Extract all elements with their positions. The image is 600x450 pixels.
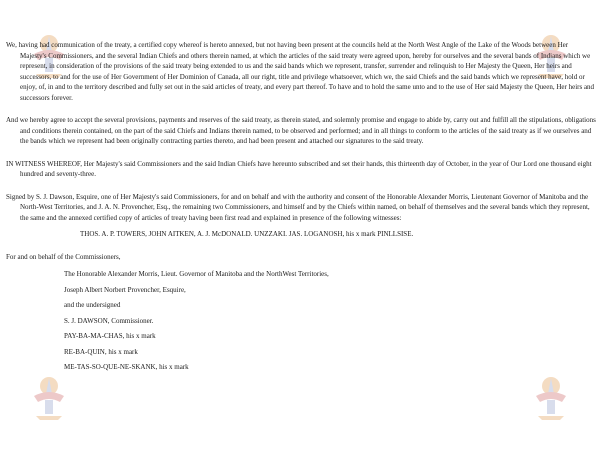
watermark-emblem-icon [26, 372, 72, 422]
agreement-paragraph: And we hereby agree to accept the several provisions, payments and reserves of the said treaty, as therein stated, and solemnly promise and engage to abide by, carry out and fulfill all the stipulations, obligations and conditions therein contained, on the part of the said Chiefs and Indians therein named, to be observed and performed; and in all things to conform to the articles of the said treaty as if we ourselves and the bands which we represent had been originally contracting parties thereto, and had been present and attached our signatures to the said treaty. [6, 116, 596, 145]
witness-whereof-paragraph: IN WITNESS WHEREOF, Her Majesty's said Commissioners and the said Indian Chiefs have hereunto subscribed and set their hands, this thirteenth day of October, in the year of Our Lord one thousand eight hundred and seventy-three. [6, 159, 592, 178]
signatory-line: and the undersigned [64, 301, 121, 309]
signatory-line: PAY-BA-MA-CHAS, his x mark [64, 332, 156, 340]
signatory-line: RE-BA-QUIN, his x mark [64, 347, 138, 356]
signatory-list [6, 269, 596, 373]
witness-names: THOS. A. P. TOWERS, JOHN AITKEN, A. J. McDONALD. UNZZAKI. JAS. LOGANOSH, his x mark PINLLSISE. [80, 230, 414, 238]
commissioners-heading: For and on behalf of the Commissioners, [6, 252, 121, 261]
signatory-line: ME-TAS-SO-QUE-NE-SKANK, his x mark [64, 363, 189, 371]
surrender-paragraph: We, having had communication of the treaty, a certified copy whereof is hereto annexed, but not having been present at the councils held at the North West Angle of the Lake of the Woods between Her Majesty's Commissioners, and the several Indian Chiefs and others therein named, at which the articles of the said treaty were agreed upon, hereby for ourselves and the several bands of Indians which we represent, in consideration of the provisions of the said treaty being extended to us and the said bands which we represent, transfer, surrender and relinquish to Her Majesty the Queen, Her heirs and successors, to and for the use of Her Government of Her Dominion of Canada, all our right, title and privilege whatsoever, which we, the said Chiefs and the said bands which we represent have, hold or enjoy, of, in and to the territory described and fully set out in the said articles of treaty, and every part thereof. To have and to hold the same unto and to the use of Her said Majesty the Queen, Her heirs and successors forever. [6, 41, 595, 102]
signatory-line: Joseph Albert Norbert Provencher, Esquire, [64, 285, 186, 294]
signatory-line: The Honorable Alexander Morris, Lieut. Governor of Manitoba and the NorthWest Territories, [64, 270, 329, 278]
signatory-line: S. J. DAWSON, Commissioner. [64, 316, 154, 325]
signed-by-paragraph: Signed by S. J. Dawson, Esquire, one of Her Majesty's said Commissioners, for and on behalf and with the authority and consent of the Honorable Alexander Morris, Lieutenant Governor of Manitoba and the North-West Territories, and J. A. N. Provencher, Esq., the remaining two Commissioners, and himself and by the Chiefs within named, on behalf of themselves and the several bands which they represent, the same and the annexed certified copy of articles of treaty having been first read and explained in presence of the following witnesses: [6, 192, 590, 222]
treaty-document [6, 40, 596, 378]
watermark-emblem-icon [528, 372, 574, 422]
